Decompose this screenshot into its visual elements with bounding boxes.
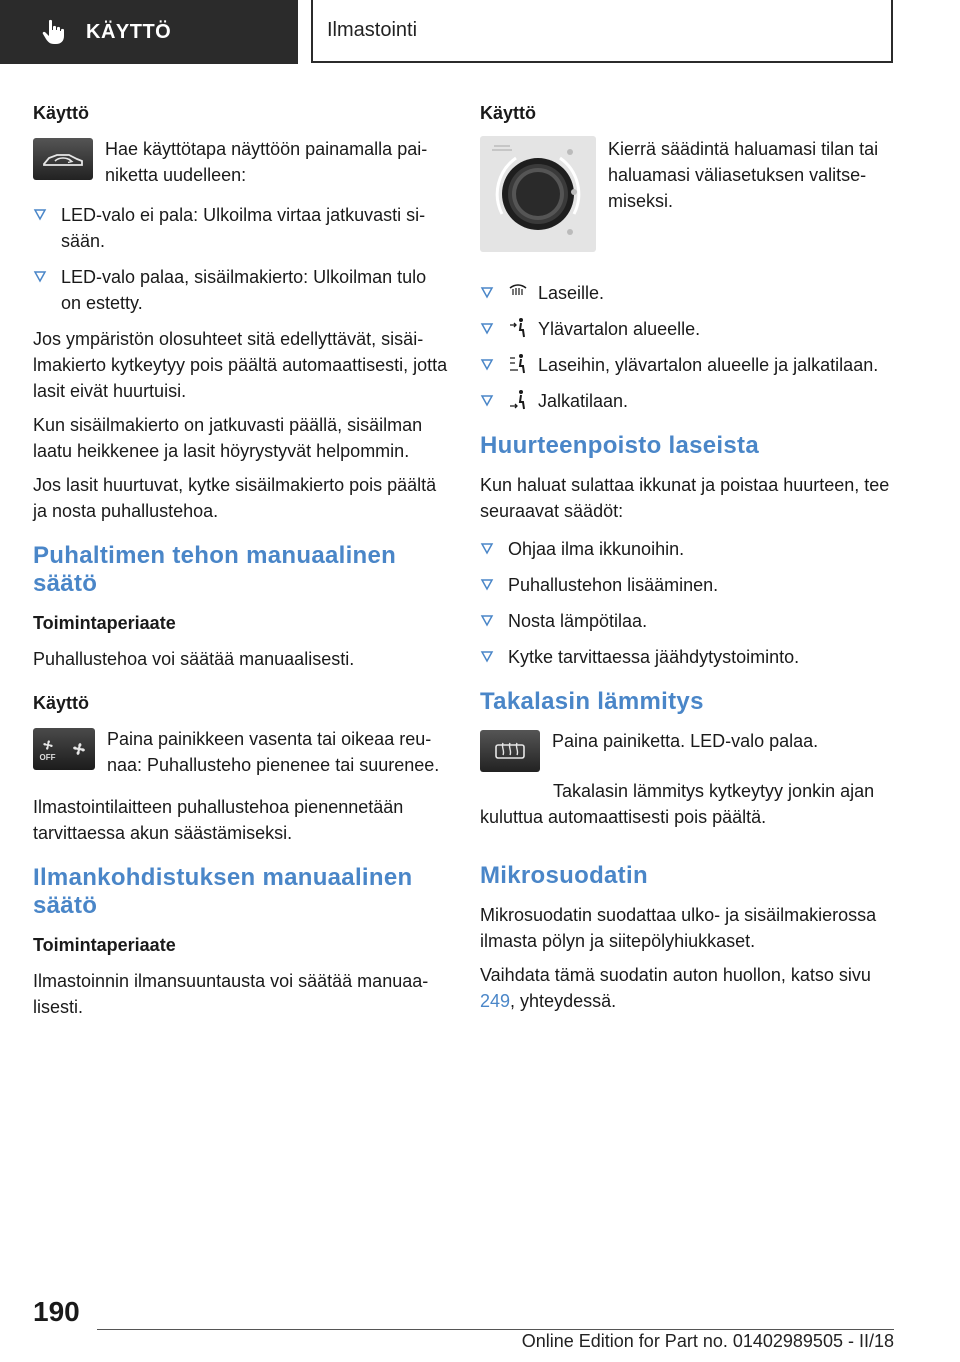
rear-heat-section-title: Takalasin lämmitys xyxy=(480,688,704,715)
section-header xyxy=(311,0,893,63)
list-item xyxy=(480,352,898,378)
airflow-knob-row xyxy=(480,136,898,252)
principle-text: Puhallustehoa voi säätää manuaalisesti. xyxy=(33,649,355,669)
paragraph: Kun sisäilmakierto on jatkuvasti päällä, sisäilman laatu heikkenee ja lasit höyrystyvät helpommin. xyxy=(33,415,423,461)
car-recirculation-icon xyxy=(41,147,85,171)
upper-body-airflow-icon xyxy=(508,316,528,339)
footer-rule xyxy=(97,1329,894,1330)
recirculation-button-row xyxy=(33,136,451,188)
list-item xyxy=(480,572,898,598)
defrost-section-title: Huurteenpoisto laseista xyxy=(480,432,759,459)
principle-heading: Toimintaperiaate xyxy=(33,935,176,955)
list-item-text: LED-valo ei pala: Ulkoilma virtaa jatkuvasti sisään. xyxy=(61,205,426,251)
bullet-triangle-icon xyxy=(480,572,508,593)
filter-section-title: Mikrosuodatin xyxy=(480,862,648,889)
bullet-triangle-icon xyxy=(480,388,508,409)
bullet-triangle-icon xyxy=(480,280,508,301)
list-item xyxy=(480,388,898,414)
list-item-text: Laseihin, ylävartalon alueelle ja jalkatilaan. xyxy=(538,355,879,375)
footwell-airflow-icon xyxy=(508,388,528,411)
bullet-triangle-icon xyxy=(33,264,61,285)
list-item-text: Puhallustehon lisääminen. xyxy=(508,575,719,595)
windshield-icon xyxy=(508,280,528,303)
list-item-text: Jalkatilaan. xyxy=(538,391,629,411)
chapter-tab xyxy=(0,0,298,64)
defrost-intro: Kun haluat sulattaa ikkunat ja poistaa huurteen, tee seuraavat säädöt: xyxy=(480,475,890,521)
chapter-tab-label: KÄYTTÖ xyxy=(86,20,172,43)
filter-text: Mikrosuodatin suodattaa ulko- ja sisäilmakierossa ilmasta pölyn ja siitepölyhiukkaset. xyxy=(480,905,877,951)
list-item-text: Kytke tarvittaessa jäähdytystoiminto. xyxy=(508,647,800,667)
rear-heat-note: Takalasin lämmitys kytkeytyy jonkin ajan kuluttua automaattisesti pois päältä. xyxy=(480,781,875,827)
list-item xyxy=(33,202,451,254)
left-column xyxy=(33,100,451,1028)
blower-section-title: Puhaltimen tehon manuaalinen säätö xyxy=(33,542,397,597)
list-item xyxy=(480,536,898,562)
fan-large-icon xyxy=(69,739,89,759)
use-text: Paina painikkeen vasenta tai oikeaa reunaa: Puhallusteho pienenee tai suurenee. xyxy=(107,729,440,775)
bullet-triangle-icon xyxy=(480,644,508,665)
rotary-knob-icon xyxy=(480,136,596,252)
list-item xyxy=(33,264,451,316)
section-title: Ilmastointi xyxy=(327,19,418,41)
page-number: 190 xyxy=(33,1296,80,1327)
paragraph: Jos ympäristön olosuhteet sitä edellyttävät, sisäilmakierto kytkeytyy pois päältä automaattisesti, jotta lasit eivät huurtuisi. xyxy=(33,329,448,401)
list-item xyxy=(480,280,898,306)
list-item xyxy=(480,644,898,670)
list-item-text: Ohjaa ilma ikkunoihin. xyxy=(508,539,685,559)
blower-button-image xyxy=(33,728,95,770)
filter-service-text xyxy=(480,962,898,1014)
page-link-249[interactable]: 249 xyxy=(480,991,511,1011)
edition-text: Online Edition for Part no. 01402989505 - II/18 xyxy=(521,1331,894,1351)
list-item-text: Nosta lämpötilaa. xyxy=(508,611,648,631)
list-item xyxy=(480,608,898,634)
airflow-section-title: Ilmankohdistuksen manuaalinen säätö xyxy=(33,864,413,919)
list-item-text: Ylävartalon alueelle. xyxy=(538,319,701,339)
fan-small-icon xyxy=(40,737,56,753)
bullet-triangle-icon xyxy=(480,536,508,557)
rear-window-heat-icon xyxy=(493,739,527,763)
use-heading: Käyttö xyxy=(33,693,90,713)
bullet-triangle-icon xyxy=(480,608,508,629)
button-off-label: OFF xyxy=(39,752,56,762)
list-item xyxy=(480,316,898,342)
filter-service-text-end: , yhteydessä. xyxy=(510,991,617,1011)
right-column xyxy=(480,100,898,1022)
bullet-triangle-icon xyxy=(33,202,61,223)
kaytto-heading: Käyttö xyxy=(480,103,537,123)
blower-note: Ilmastointilaitteen puhallustehoa pienennetään tarvittaessa akun säästämiseksi. xyxy=(33,797,404,843)
rear-heat-button-image xyxy=(480,730,540,772)
airflow-knob-image xyxy=(480,136,596,252)
knob-text: Kierrä säädintä haluamasi tilan tai haluamasi väliasetuksen valitsemiseksi. xyxy=(608,139,879,211)
rear-heat-button-row xyxy=(480,728,898,772)
recirculation-button-image xyxy=(33,138,93,180)
principle-heading: Toimintaperiaate xyxy=(33,613,176,633)
filter-service-text-start: Vaihdata tämä suodatin auton huollon, katso sivu xyxy=(480,965,871,985)
kaytto-text: Hae käyttötapa näyttöön painamalla painiketta uudelleen: xyxy=(105,139,428,185)
bullet-triangle-icon xyxy=(480,352,508,373)
blower-button-row xyxy=(33,726,451,778)
kaytto-heading: Käyttö xyxy=(33,103,90,123)
list-item-text: Laseille. xyxy=(538,283,605,303)
all-zones-airflow-icon xyxy=(508,352,528,375)
hand-pointer-icon xyxy=(40,18,68,46)
list-item-text: LED-valo palaa, sisäilmakierto: Ulkoilman tulo on estetty. xyxy=(61,267,427,313)
rear-heat-text: Paina painiketta. LED-valo palaa. xyxy=(552,731,819,751)
principle-text: Ilmastoinnin ilmansuuntausta voi säätää manuaalisesti. xyxy=(33,971,429,1017)
paragraph: Jos lasit huurtuvat, kytke sisäilmakierto pois päältä ja nosta puhallustehoa. xyxy=(33,475,437,521)
bullet-triangle-icon xyxy=(480,316,508,337)
